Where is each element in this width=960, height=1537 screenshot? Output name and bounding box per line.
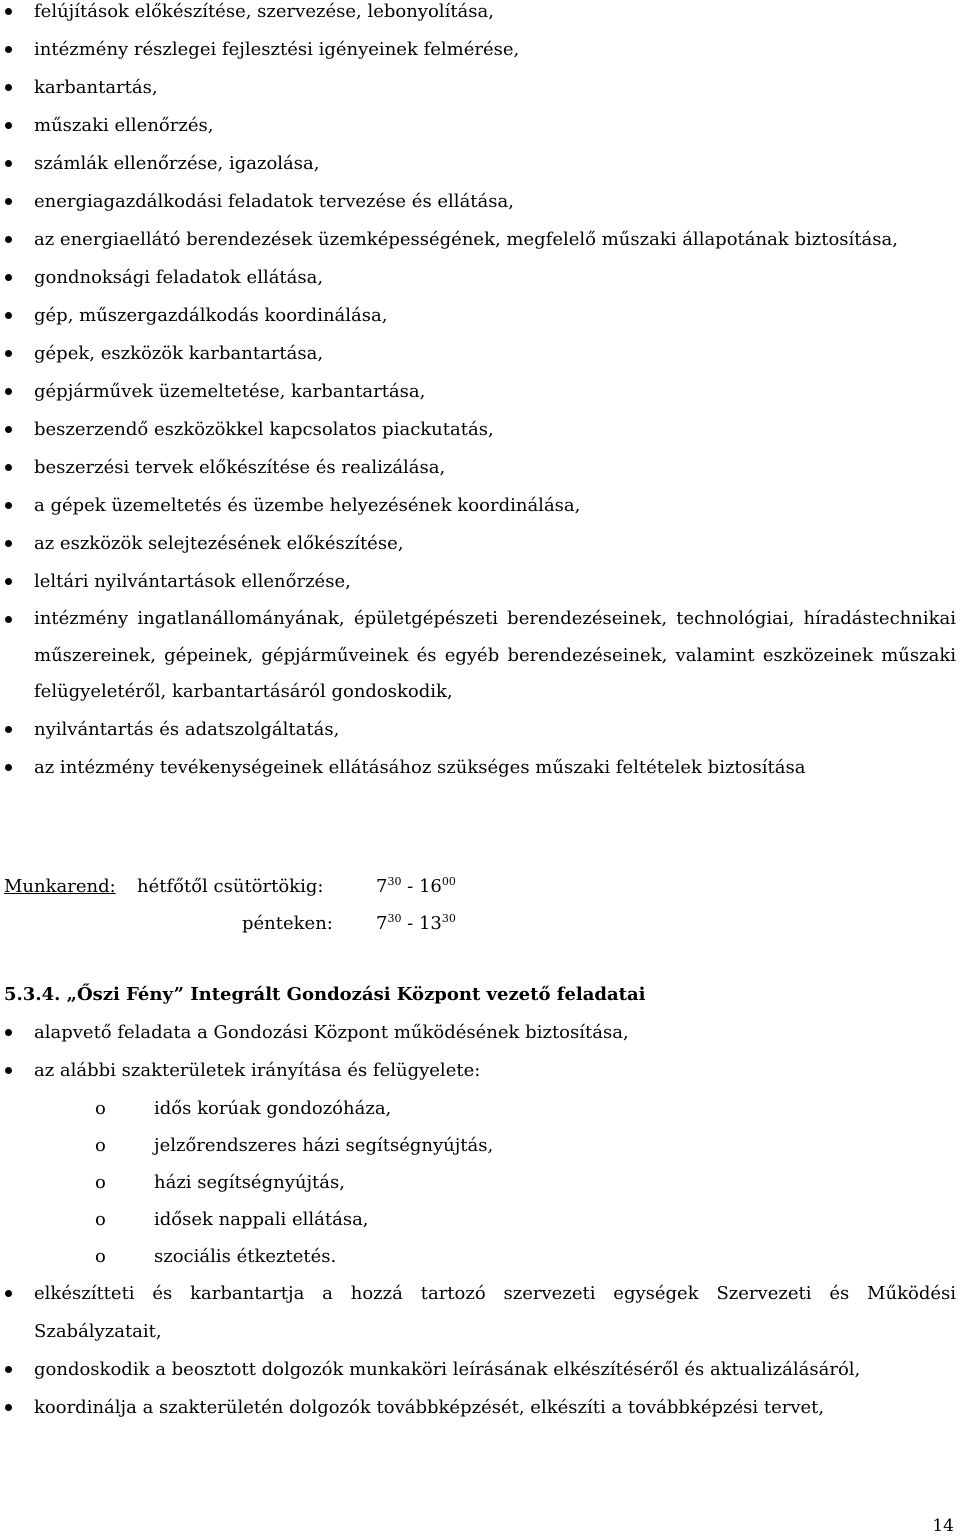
bullet-icon [5,1404,12,1411]
bullet-icon [5,726,12,733]
list-item: leltári nyilvántartások ellenőrzése, [0,563,960,601]
bullet-icon [5,502,12,509]
bullet-icon [5,274,12,281]
bullet-icon [5,84,12,91]
circle-bullet-icon: o [95,1172,106,1193]
bullet-icon [5,350,12,357]
sub-list-item: o idősek nappali ellátása, [0,1201,960,1238]
list-item: műszaki ellenőrzés, [0,107,960,145]
sub-list-item: o házi segítségnyújtás, [0,1164,960,1201]
schedule-row-weekdays [4,868,604,905]
task-list-2 [0,1014,960,1427]
schedule-days: pénteken: [242,913,333,934]
sub-list-item: o jelzőrendszeres házi segítségnyújtás, [0,1127,960,1164]
list-item: nyilvántartás és adatszolgáltatás, [0,711,960,749]
sub-list-container [0,1090,960,1275]
list-item: az intézmény tevékenységeinek ellátásához szükséges műszaki feltételek biztosítása [0,749,960,787]
schedule-hours: $7^{30} - 13^{30}$ [376,912,456,934]
sub-list-item: o idős korúak gondozóháza, [0,1090,960,1127]
list-item: karbantartás, [0,69,960,107]
list-item: gondnoksági feladatok ellátása, [0,259,960,297]
bullet-icon [5,464,12,471]
sub-list-item: o szociális étkeztetés. [0,1238,960,1275]
schedule-hours: $7^{30} - 16^{00}$ [376,875,456,897]
bullet-icon [5,764,12,771]
circle-bullet-icon: o [95,1098,106,1119]
work-schedule [4,868,604,942]
bullet-icon [5,1067,12,1074]
circle-bullet-icon: o [95,1246,106,1267]
schedule-row-friday [4,905,604,942]
list-item: alapvető feladata a Gondozási Központ működésének biztosítása, [0,1014,960,1052]
bullet-icon [5,122,12,129]
list-item: beszerzési tervek előkészítése és realizálása, [0,449,960,487]
bullet-icon [5,426,12,433]
schedule-label: Munkarend: [4,876,116,897]
list-item: számlák ellenőrzése, igazolása, [0,145,960,183]
list-item: felújítások előkészítése, szervezése, lebonyolítása, [0,0,960,31]
list-item: gépek, eszközök karbantartása, [0,335,960,373]
circle-bullet-icon: o [95,1209,106,1230]
list-item: az alábbi szakterületek irányítása és felügyelete: [0,1052,960,1090]
list-item: beszerzendő eszközökkel kapcsolatos piackutatás, [0,411,960,449]
bullet-icon [5,8,12,15]
bullet-icon [5,1029,12,1036]
list-item: az energiaellátó berendezések üzemképességének, megfelelő műszaki állapotának biztosítása, [0,221,960,259]
list-item: gondoskodik a beosztott dolgozók munkaköri leírásának elkészítéséről és aktualizálásáról, [0,1351,960,1389]
list-item: a gépek üzemeltetés és üzembe helyezésének koordinálása, [0,487,960,525]
list-item: koordinálja a szakterületén dolgozók továbbképzését, elkészíti a továbbképzési tervet, [0,1389,960,1427]
page-number: 14 [932,1516,954,1536]
bullet-icon [5,1290,12,1297]
bullet-icon [5,312,12,319]
circle-bullet-icon: o [95,1135,106,1156]
list-item: energiagazdálkodási feladatok tervezése és ellátása, [0,183,960,221]
list-item: az eszközök selejtezésének előkészítése, [0,525,960,563]
bullet-icon [5,236,12,243]
section-heading: 5.3.4. „Őszi Fény” Integrált Gondozási Központ vezető feladatai [4,984,646,1005]
list-item: gép, műszergazdálkodás koordinálása, [0,297,960,335]
bullet-icon [5,616,12,623]
list-item: gépjárművek üzemeltetése, karbantartása, [0,373,960,411]
bullet-icon [5,1366,12,1373]
list-item: intézmény részlegei fejlesztési igényeinek felmérése, [0,31,960,69]
list-item: intézmény ingatlanállományának, épületgépészeti berendezéseinek, technológiai, híradástechnikai műszereinek, gépeinek, gépjárműveinek és egyéb berendezéseinek, valamint eszközeinek műszaki felügyeletéről, karbantartásáról gondoskodik, [0,601,960,711]
bullet-icon [5,578,12,585]
sub-list [0,1090,960,1275]
bullet-icon [5,46,12,53]
bullet-icon [5,540,12,547]
bullet-icon [5,160,12,167]
bullet-icon [5,198,12,205]
list-item: elkészítteti és karbantartja a hozzá tartozó szervezeti egységek Szervezeti és Működési Szabályzatait, [0,1275,960,1351]
bullet-icon [5,388,12,395]
schedule-days: hétfőtől csütörtökig: [137,876,324,897]
